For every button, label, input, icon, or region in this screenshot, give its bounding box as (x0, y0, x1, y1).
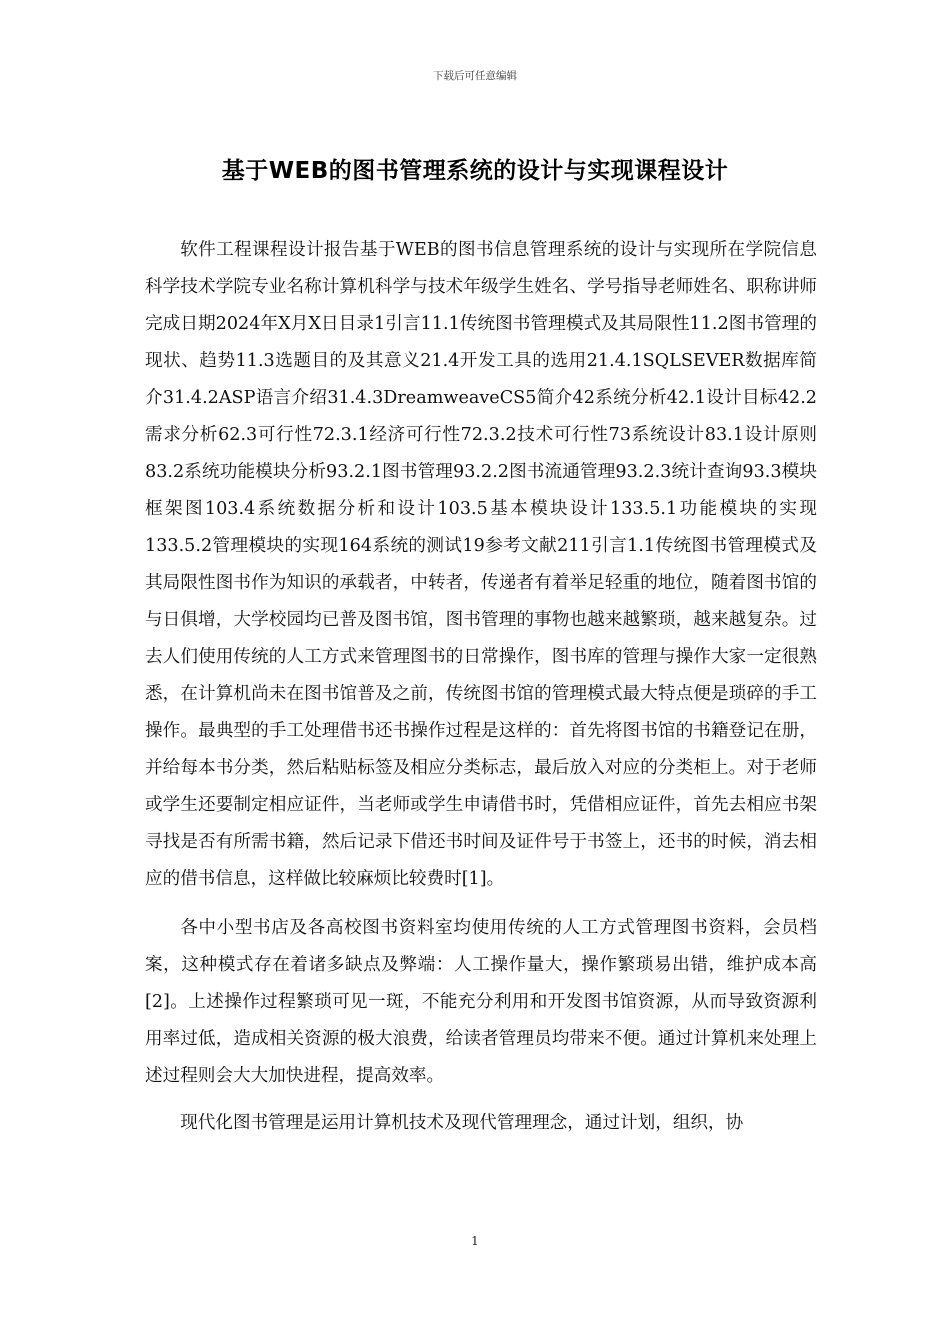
document-title: 基于WEB的图书管理系统的设计与实现课程设计 (221, 158, 729, 184)
paragraph-1: 软件工程课程设计报告基于WEB的图书信息管理系统的设计与实现所在学院信息科学技术学院专业名称计算机科学与技术年级学生姓名、学号指导老师姓名、职称讲师完成日期2024年X月X日目录1引言11.1传统图书管理模式及其局限性11.2图书管理的现状、趋势11.3选题目的及其意义21.4开发工具的选用21.4.1SQLSEVER数据库简介31.4.2ASP语言介绍31.4.3DreamweaveCS5简介42系统分析42.1设计目标42.2需求分析62.3可行性72.3.1经济可行性72.3.2技术可行性73系统设计83.1设计原则83.2系统功能模块分析93.2.1图书管理93.2.2图书流通管理93.2.3统计查询93.3模块框架图103.4系统数据分析和设计103.5基本模块设计133.5.1功能模块的实现133.5.2管理模块的实现164系统的测试19参考文献211引言1.1传统图书管理模式及其局限性图书作为知识的承载者，中转者，传递者有着举足轻重的地位，随着图书馆的与日俱增，大学校园均已普及图书馆，图书管理的事物也越来越繁琐，越来越复杂。过去人们使用传统的人工方式来管理图书的日常操作，图书库的管理与操作大家一定很熟悉，在计算机尚未在图书馆普及之前，传统图书馆的管理模式最大特点便是琐碎的手工操作。最典型的手工处理借书还书操作过程是这样的：首先将图书馆的书籍登记在册，并给每本书分类，然后粘贴标签及相应分类标志，最后放入对应的分类柜上。对于老师或学生还要制定相应证件，当老师或学生申请借书时，凭借相应证件，首先去相应书架寻找是否有所需书籍，然后记录下借还书时间及证件号于书签上，还书的时候，消去相应的借书信息，这样做比较麻烦比较费时[1]。 (145, 240, 818, 889)
header-note: 下载后可任意编辑 (433, 70, 517, 82)
page-number: 1 (471, 1234, 479, 1248)
document-body (145, 232, 817, 1142)
paragraph-3: 现代化图书管理是运用计算机技术及现代管理理念，通过计划，组织，协 (180, 1113, 744, 1133)
paragraph-2: 各中小型书店及各高校图书资料室均使用传统的人工方式管理图书资料，会员档案，这种模式存在着诸多缺点及弊端：人工操作量大，操作繁琐易出错，维护成本高[2]。上述操作过程繁琐可见一斑，不能充分利用和开发图书馆资源，从而导致资源利用率过低，造成相关资源的极大浪费，给读者管理员均带来不便。通过计算机来处理上述过程则会大大加快进程，提高效率。 (145, 918, 817, 1086)
